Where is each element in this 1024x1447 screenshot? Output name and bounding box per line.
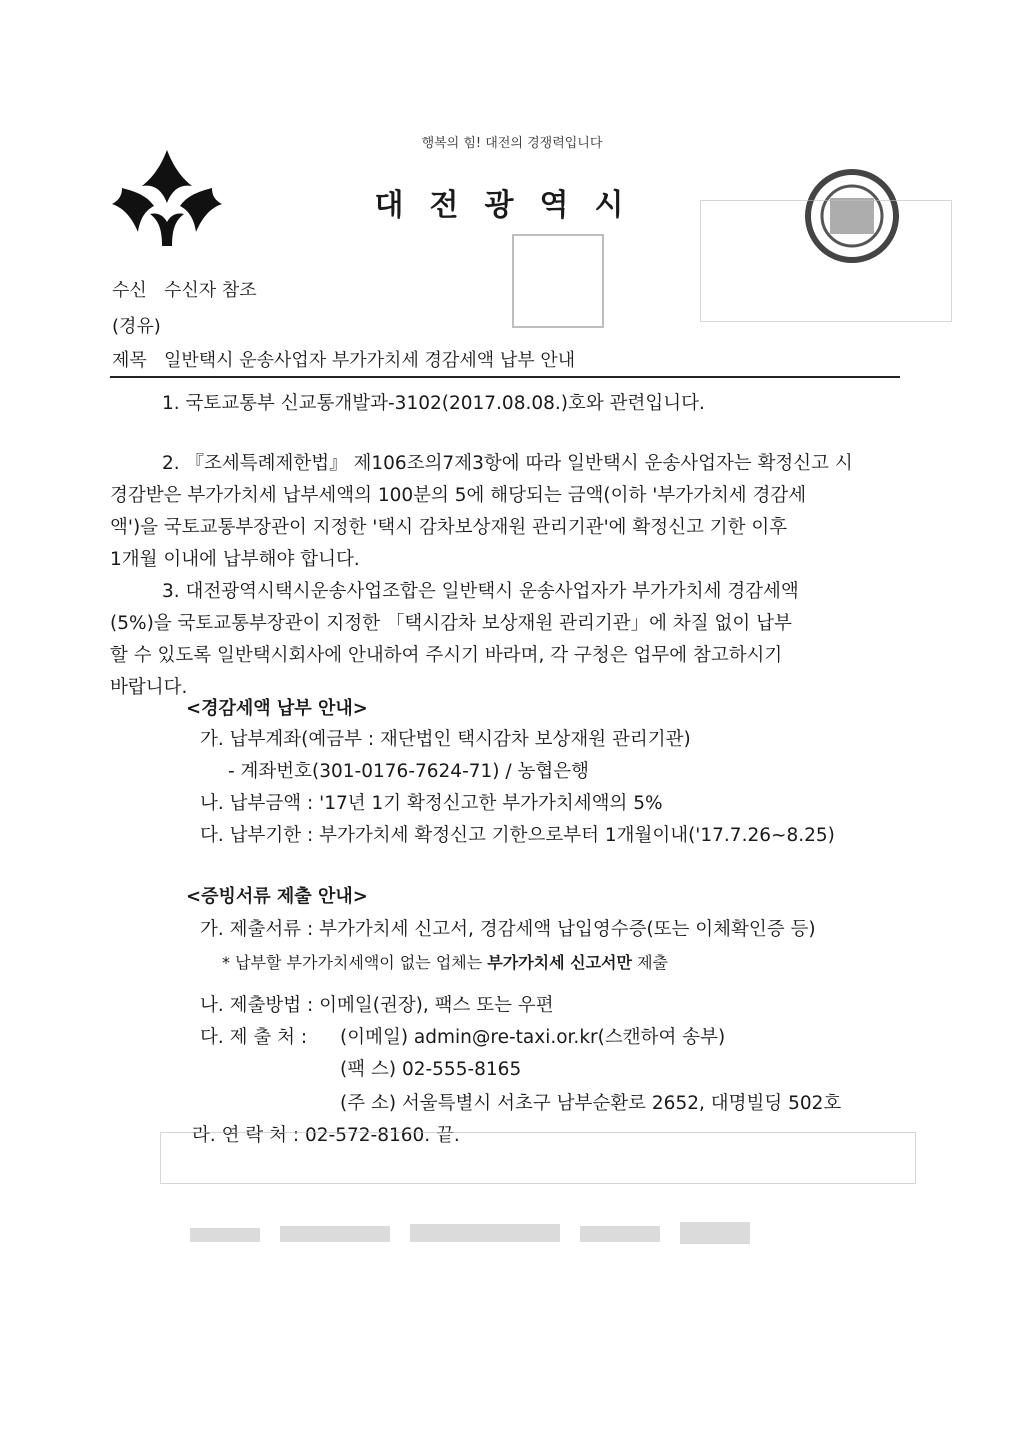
approval-stamp-box [512, 234, 604, 328]
recipient-value: 수신자 참조 [163, 280, 257, 301]
paragraph-2-line-1: 2. 『조세특례제한법』 제106조의7제3항에 따라 일반택시 운송사업자는 확정신고 시 [162, 453, 853, 474]
paragraph-3-line-3: 할 수 있도록 일반택시회사에 안내하여 주시기 바라며, 각 구청은 업무에 참고하시기 [110, 645, 783, 666]
documents-note-bold: 부가가치세 신고서만 [487, 953, 632, 972]
payment-amount: 나. 납부금액 : '17년 1기 확정신고한 부가가치세액의 5% [200, 793, 663, 814]
via-label: (경유) [112, 316, 161, 337]
subject-value: 일반택시 운송사업자 부가가치세 경감세액 납부 안내 [163, 350, 576, 371]
bleed-through-mirrored-text [190, 1216, 750, 1252]
payment-account-number: - 계좌번호(301-0176-7624-71) / 농협은행 [228, 761, 589, 782]
documents-contact: 라. 연 락 처 : 02-572-8160. 끝. [192, 1125, 460, 1146]
recipient-label: 수신 [112, 280, 147, 301]
payment-deadline: 다. 납부기한 : 부가가치세 확정신고 기한으로부터 1개월이내('17.7.26~8.25) [200, 825, 835, 846]
subject-row [112, 346, 575, 372]
header-divider [110, 376, 900, 378]
documents-note-prefix: * 납부할 부가가치세액이 없는 업체는 [222, 953, 483, 972]
documents-destination-email: (이메일) admin@re-taxi.or.kr(스캔하여 송부) [340, 1027, 726, 1048]
bleed-through-table [160, 1132, 916, 1184]
paragraph-3-line-4: 바랍니다. [110, 677, 188, 698]
documents-note [222, 950, 668, 973]
documents-destination-fax: (팩 스) 02-555-8165 [340, 1059, 522, 1080]
slogan: 행복의 힘! 대전의 경쟁력입니다 [421, 136, 603, 151]
recipient-row [112, 276, 257, 302]
documents-required: 가. 제출서류 : 부가가치세 신고서, 경감세액 납입영수증(또는 이체확인증 등) [200, 919, 816, 940]
subject-label: 제목 [112, 350, 147, 371]
seal-text-box [700, 200, 952, 322]
paragraph-3-line-2: (5%)을 국토교통부장관이 지정한 「택시감차 보상재원 관리기관」에 차질 없이 납부 [110, 613, 792, 634]
payment-guide-heading: <경감세액 납부 안내> [186, 698, 368, 719]
organization-title: 대전광역시 [374, 188, 650, 223]
documents-destination-address: (주 소) 서울특별시 서초구 남부순환로 2652, 대명빌딩 502호 [340, 1093, 842, 1114]
paragraph-2-line-2: 경감받은 부가가치세 납부세액의 100분의 5에 해당되는 금액(이하 '부가가치세 경감세 [110, 485, 807, 506]
paragraph-2-line-4: 1개월 이내에 납부해야 합니다. [110, 549, 360, 570]
documents-destination-label: 다. 제 출 처 : [200, 1027, 308, 1048]
documents-note-suffix: 제출 [637, 953, 668, 972]
paragraph-2-line-3: 액')을 국토교통부장관이 지정한 '택시 감차보상재원 관리기관'에 확정신고 기한 이후 [110, 517, 788, 538]
documents-method: 나. 제출방법 : 이메일(권장), 팩스 또는 우편 [200, 995, 554, 1016]
documents-guide-heading: <증빙서류 제출 안내> [186, 886, 368, 907]
paragraph-3-line-1: 3. 대전광역시택시운송사업조합은 일반택시 운송사업자가 부가가치세 경감세액 [162, 581, 799, 602]
payment-account: 가. 납부계좌(예금부 : 재단법인 택시감차 보상재원 관리기관) [200, 729, 691, 750]
paragraph-1: 1. 국토교통부 신교통개발과-3102(2017.08.08.)호와 관련입니다. [162, 393, 705, 414]
bleed-through-graphic [190, 1216, 750, 1252]
